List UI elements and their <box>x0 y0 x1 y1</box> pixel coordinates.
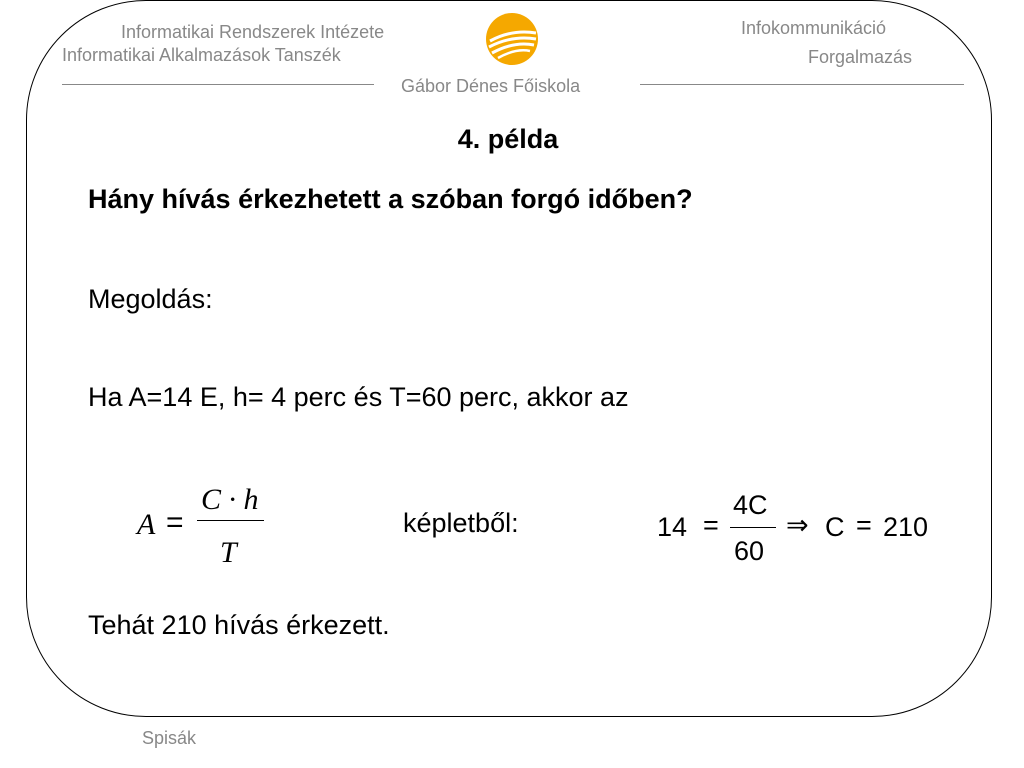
calc-fraction-bar <box>730 527 776 528</box>
implies-icon: ⇒ <box>786 510 809 540</box>
header-rule-left <box>62 84 374 85</box>
formula-numerator: C · h <box>201 483 259 516</box>
calc-equals: = <box>703 510 719 540</box>
calc-result-equals: = <box>856 510 872 540</box>
formula-lhs: A <box>137 508 156 541</box>
formula-equals: = <box>166 506 184 539</box>
footer-author: Spisák <box>142 728 197 748</box>
gdf-logo-icon <box>484 11 540 67</box>
header-subject-line1: Infokommunikáció <box>741 18 887 38</box>
question-text: Hány hívás érkezhetett a szóban forgó időben? <box>88 184 693 214</box>
calc-result-var: C <box>825 512 845 542</box>
conclusion-text: Tehát 210 hívás érkezett. <box>88 610 390 640</box>
header-subject-line2: Forgalmazás <box>808 47 913 67</box>
calc-numerator: 4C <box>733 490 768 520</box>
formula-fraction-bar <box>197 520 264 521</box>
calc-lhs: 14 <box>657 512 688 542</box>
formula-denominator: T <box>220 536 237 569</box>
solution-label: Megoldás: <box>88 284 213 314</box>
calc-denominator: 60 <box>734 536 765 566</box>
formula-suffix: képletből: <box>403 508 519 538</box>
given-values: Ha A=14 E, h= 4 perc és T=60 perc, akkor az <box>88 382 629 412</box>
calc-result-value: 210 <box>883 512 929 542</box>
header-school: Gábor Dénes Főiskola <box>401 76 581 96</box>
slide-title: 4. példa <box>457 124 559 154</box>
header-department: Informatikai Alkalmazások Tanszék <box>62 45 341 65</box>
header-institute: Informatikai Rendszerek Intézete <box>121 22 385 42</box>
header-rule-right <box>640 84 964 85</box>
